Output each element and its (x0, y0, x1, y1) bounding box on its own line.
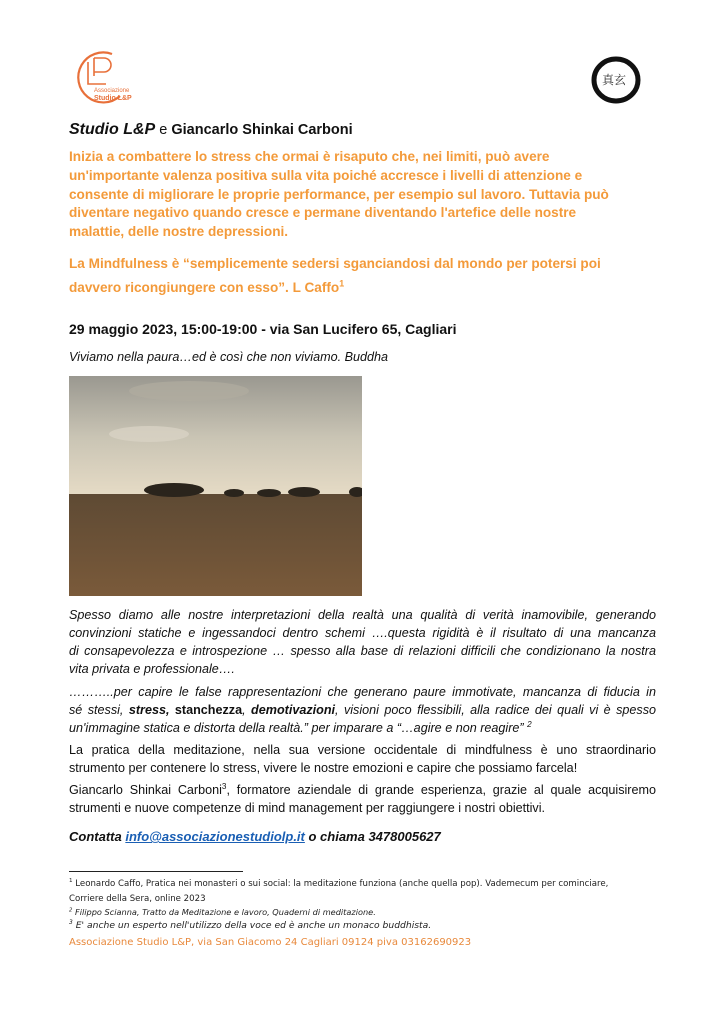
bold-stress: stress, (128, 703, 170, 717)
landscape-image (69, 376, 362, 596)
paragraph-line: strumento per contenere lo stress, vivere le nostre emozioni e capire che possiamo farcela! (69, 761, 578, 775)
paragraph-line: La pratica della meditazione, nella sua versione occidentale di mindfulness è uno straordinario (69, 743, 656, 757)
title-person: Giancarlo Shinkai Carboni (171, 122, 353, 138)
bold-demotivazioni: demotivazioni (251, 703, 336, 717)
intro-paragraph (69, 148, 656, 242)
paragraph-line: ………..per capire le false rappresentazioni che generano paure immotivate, mancanza di fiducia in (69, 685, 656, 699)
paragraph-line: vita privata e professionale…. (69, 662, 235, 676)
footnote-number: 3 (69, 918, 73, 926)
logo-text-line2: Studio L&P (94, 95, 132, 102)
footnote-divider (69, 871, 243, 872)
page-title (69, 121, 353, 139)
footnote-ref[interactable]: 3 (221, 781, 227, 791)
title-brand: Studio L&P (69, 121, 156, 138)
event-details: 29 maggio 2023, 15:00-19:00 - via San Lucifero 65, Cagliari (69, 321, 457, 337)
landscape-photo (69, 376, 362, 596)
text-span: , formatore aziendale di grande esperienza, grazie al quale acquisiremo (226, 783, 656, 797)
text-span: , visioni poco flessibili, alla radice dei quali vi è spesso (335, 703, 657, 717)
footnote-text: Corriere della Sera, online 2023 (69, 893, 206, 904)
quote-line: La Mindfulness è “semplicemente sedersi sganciandosi dal mondo per potersi poi (69, 256, 601, 271)
footnote-number: 2 (69, 907, 73, 914)
trainer-paragraph (69, 781, 656, 817)
paragraph-line: strumenti e nuove competenze di mind management per raggiungere i nostri obiettivi. (69, 801, 546, 815)
understanding-paragraph (69, 683, 656, 737)
zen-enso-logo (588, 53, 644, 107)
intro-line: malattie, delle nostre depressioni. (69, 224, 289, 240)
email-link[interactable]: info@associazionestudiolp.it (125, 829, 305, 844)
trainer-name: Giancarlo Shinkai Carboni (69, 783, 222, 797)
quote-line: davvero ricongiungere con esso”. L Caffo (69, 280, 340, 295)
paragraph-line: un'immagine statica e distorta della realtà.” per imparare a “…agire e non reagire” (69, 721, 528, 735)
interpretation-paragraph (69, 606, 656, 678)
text-span: , (242, 703, 252, 717)
title-connector: e (159, 122, 168, 138)
intro-line: consente di migliorare le proprie performance, per esempio sul lavoro. Tuttavia può (69, 186, 609, 202)
text-span: sé stessi, (69, 703, 129, 717)
meditation-paragraph (69, 741, 656, 777)
footer-address: Associazione Studio L&P, via San Giacomo 24 Cagliari 09124 piva 03162690923 (69, 937, 472, 948)
footnote-text: Leonardo Caffo, Pratica nei monasteri o sui social: la meditazione funziona (anche quella pop). Vademecum per cominciare, (75, 879, 609, 889)
contact-phone: o chiama 3478005627 (304, 829, 441, 844)
buddha-quote: Viviamo nella paura…ed è così che non viviamo. Buddha (69, 350, 389, 364)
mindfulness-quote (69, 252, 656, 300)
footnote-text: E' anche un esperto nell'utilizzo della voce ed è anche un monaco buddhista. (75, 920, 432, 931)
footnote-text: Filippo Scianna, Tratto da Meditazione e lavoro, Quaderni di meditazione. (75, 907, 376, 917)
intro-line: Inizia a combattere lo stress che ormai è risaputo che, nei limiti, può avere (69, 149, 550, 164)
intro-line: diventare negativo quando cresce e permane diventando l'artefice delle nostre (69, 205, 577, 221)
paragraph-line: convinzioni statiche e ingessandoci dentro schemi ….questa rigidità è il risultato di una mancanza (69, 626, 656, 640)
intro-line: un'importante valenza positiva sulla vita poiché accresce i livelli di attenzione e (69, 167, 583, 183)
footnote-ref[interactable]: 1 (339, 278, 345, 289)
contact-line (69, 829, 441, 844)
association-logo (72, 48, 132, 106)
footnote-ref[interactable]: 2 (527, 719, 532, 729)
paragraph-line: Spesso diamo alle nostre interpretazioni della realtà una qualità di verità inamovibile, generando (69, 608, 656, 622)
bold-stanchezza: stanchezza (169, 703, 243, 717)
contact-prefix: Contatta (69, 829, 126, 844)
paragraph-line: di consapevolezza e introspezione … spesso alla base di relazioni difficili che condizionano la nostra (69, 644, 656, 658)
footnote-number: 1 (69, 878, 73, 885)
footnotes (69, 877, 669, 933)
logo-glyph: 真玄 (602, 73, 627, 87)
logo-text-line1: Associazione (94, 88, 130, 94)
